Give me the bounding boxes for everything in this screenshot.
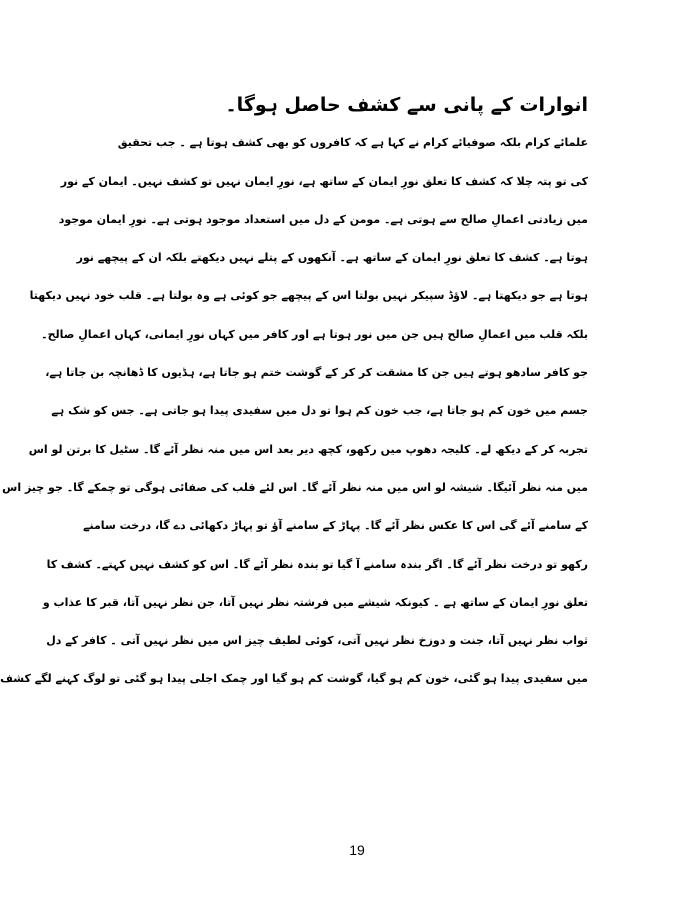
text-line: ہوتا ہے۔ کشف کا تعلق نورِ ایمان کے ساتھ ہے۔ آنکھوں کے پتلے نہیں دیکھتے بلکہ ان کے پیچھے نور xyxy=(76,251,588,265)
text-line: کے سامنے آئے گی اس کا عکس نظر آئے گا۔ پہاڑ کے سامنے آؤ تو پہاڑ دکھائی دے گا، درخت سامنے xyxy=(83,519,588,533)
text-line: میں منہ نظر آئیگا۔ شیشہ لو اس میں منہ نظر آئے گا۔ اس لئے قلب کی صفائی ہوگی تو چمکے گا۔ جو چیز اس xyxy=(2,480,588,494)
text-line: بلکہ قلب میں اعمالِ صالح ہیں جن میں نور ہوتا ہے اور کافر میں کہاں نورِ ایمانی، کہاں اعمالِ صالح۔ xyxy=(41,327,588,341)
body-text xyxy=(0,86,588,699)
text-line: ثواب نظر نہیں آتا، جنت و دوزخ نظر نہیں آتی، کوئی لطیف چیز اس میں نظر نہیں آتی ۔ کافر کے دل xyxy=(46,634,588,648)
text-line: جسم میں خون کم ہو جاتا ہے، جب خون کم ہوا تو دل میں سفیدی پیدا ہو جاتی ہے۔ جس کو شک ہے xyxy=(51,404,588,418)
text-line: جو کافر سادھو ہوتے ہیں جن کا مشقت کر کر کے گوشت ختم ہو جاتا ہے، ہڈیوں کا ڈھانچہ بن جاتا ہے، xyxy=(45,366,588,380)
text-line: تجربہ کر کے دیکھ لے۔ کلیجہ دھوپ میں رکھو، کچھ دیر بعد اس میں منہ نظر آئے گا۔ سٹیل کا برتن لو اس xyxy=(28,442,588,456)
text-line: تعلق نورِ ایمان کے ساتھ ہے ۔ کیونکہ شیشے میں فرشتہ نظر نہیں آتا، جن نظر نہیں آتا، قبر کا عذاب و xyxy=(42,595,588,609)
text-line: کی تو پتہ چلا کہ کشف کا تعلق نورِ ایمان کے ساتھ ہے، نورِ ایمان نہیں تو کشف نہیں۔ ایمان کے نور xyxy=(60,174,588,188)
text-line: ہوتا ہے جو دیکھتا ہے۔ لاؤڈ سپیکر نہیں بولتا اس کے پیچھے جو کوئی ہے وہ بولتا ہے۔ قلب خود نہیں دیکھتا xyxy=(29,289,588,303)
page-number: 19 xyxy=(349,842,365,858)
text-line: رکھو تو درخت نظر آئے گا۔ اگر بندہ سامنے آ گیا تو بندہ نظر آئے گا۔ اس کو کشف نہیں کہتے۔ کشف کا xyxy=(46,557,588,571)
text-line: میں زیادتی اعمالِ صالح سے ہوتی ہے۔ مومن کے دل میں استعداد موجود ہوتی ہے۔ نورِ ایمان موجود xyxy=(58,212,588,226)
text-line: انوارات کے پانی سے کشف حاصل ہوگا۔ xyxy=(225,94,588,116)
text-line: میں سفیدی پیدا ہو گئی، خون کم ہو گیا، گوشت کم ہو گیا اور چمک اجلی پیدا ہو گئی تو لوگ کہنے لگے کشف xyxy=(0,672,588,686)
text-line: علمائے کرام بلکہ صوفیائے کرام نے کہا ہے کہ کافروں کو بھی کشف ہوتا ہے ۔ جب تحقیق xyxy=(117,136,588,150)
